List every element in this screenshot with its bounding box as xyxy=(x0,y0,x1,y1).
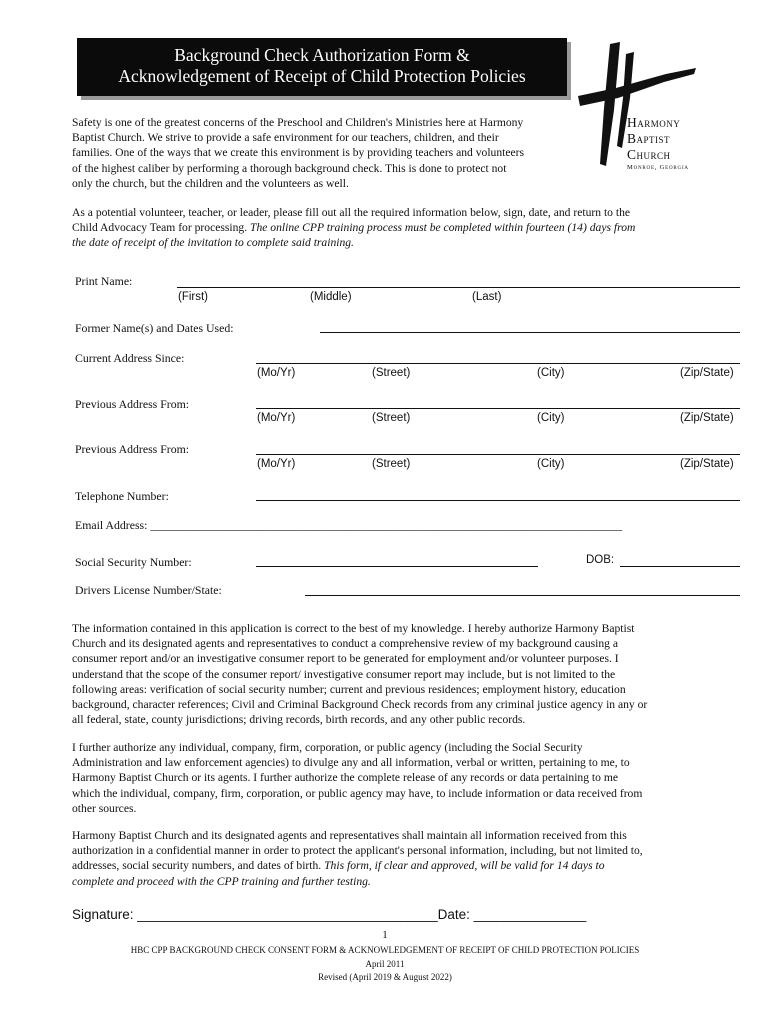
print-name-label: Print Name: xyxy=(75,274,133,288)
church-name-logo: Harmony Baptist Church xyxy=(627,115,681,162)
ssn-label: Social Security Number: xyxy=(75,555,192,569)
print-name-field[interactable] xyxy=(177,287,740,288)
email-field[interactable]: Email Address: ________________________________________________________________________________ xyxy=(75,518,623,532)
zip-state-hint: (Zip/State) xyxy=(680,458,734,470)
current-address-label: Current Address Since: xyxy=(75,351,185,365)
zip-state-hint: (Zip/State) xyxy=(680,367,734,379)
mo-yr-hint: (Mo/Yr) xyxy=(257,367,296,379)
former-names-label: Former Name(s) and Dates Used: xyxy=(75,321,234,335)
authorization-paragraph: The information contained in this application is correct to the best of my knowledge. I hereby authorize Harmony Baptist Church and its designated agents and representatives to conduct a comprehensive review of my background causing a consumer report and/or an investigative consumer report to be generated for employment and/or volunteer purposes. I understand that the scope of the consumer report/ investigative consumer report may include, but is not limited to the following areas: verification of social security number; current and previous residences; employment history, education background, character references; Civil and Criminal Background Check records from any criminal justice agency in any or all federal, state, county jurisdictions; driving records, birth records, and any other public records. xyxy=(72,622,648,727)
dob-label: DOB: xyxy=(586,554,615,566)
city-hint: (City) xyxy=(537,412,565,424)
release-paragraph: I further authorize any individual, company, firm, corporation, or public agency (including the Social Security Administration and law enforcement agencies) to divulge any and all information, verbal or written, pertaining to me, to Harmony Baptist Church or its agents. I further authorize the complete release of any records or data pertaining to me which the individual, company, firm, corporation, or public agency may have, to include information or data received from other sources. xyxy=(72,741,643,815)
dob-field[interactable] xyxy=(620,566,740,567)
previous-address-label: Previous Address From: xyxy=(75,442,190,456)
last-name-hint: (Last) xyxy=(472,291,502,303)
previous-address-field[interactable] xyxy=(256,454,740,455)
drivers-license-field[interactable] xyxy=(305,595,740,596)
form-title-banner xyxy=(77,38,567,96)
current-address-field[interactable] xyxy=(256,363,740,364)
drivers-license-label: Drivers License Number/State: xyxy=(75,583,222,597)
first-name-hint: (First) xyxy=(178,291,209,303)
former-names-field[interactable] xyxy=(320,332,740,333)
street-hint: (Street) xyxy=(372,412,411,424)
previous-address-field[interactable] xyxy=(256,408,740,409)
city-hint: (City) xyxy=(537,367,565,379)
church-location: Monroe, Georgia xyxy=(627,164,689,171)
ssn-field[interactable] xyxy=(256,566,538,567)
confidentiality-paragraph: Harmony Baptist Church and its designated agents and representatives shall maintain all information received from this authorization in a confidential manner in order to protect the applicant's personal information, including, but not limited to, addresses, social security numbers, and dates of birth. This form, if clear and approved, will be valid for 14 days to complete and proceed with the CPP training and further testing. xyxy=(72,829,643,888)
telephone-label: Telephone Number: xyxy=(75,489,169,503)
signature-date-line[interactable]: Signature: ________________________________________Date: _______________ xyxy=(72,907,587,922)
page-number: 1 xyxy=(382,929,388,941)
instructions-paragraph: As a potential volunteer, teacher, or leader, please fill out all the required information below, sign, date, and return to the Child Advocacy Team for processing. The online CPP training process must be completed within fourteen (14) days from the date of receipt of the invitation to complete said training. xyxy=(72,206,636,250)
street-hint: (Street) xyxy=(372,367,411,379)
city-hint: (City) xyxy=(537,458,565,470)
middle-name-hint: (Middle) xyxy=(310,291,352,303)
form-title-line1: Background Check Authorization Form & xyxy=(174,45,470,65)
mo-yr-hint: (Mo/Yr) xyxy=(257,458,296,470)
previous-address-label: Previous Address From: xyxy=(75,397,190,411)
zip-state-hint: (Zip/State) xyxy=(680,412,734,424)
street-hint: (Street) xyxy=(372,458,411,470)
intro-paragraph: Safety is one of the greatest concerns of the Preschool and Children's Ministries here at Harmony Baptist Church. We strive to provide a safe environment for our teachers, children, and their families. One of the ways that we create this environment is by providing teachers and volunteers of the highest caliber by performing a thorough background check. This is done to protect not only the church, but the children and the volunteers as well. xyxy=(72,116,525,190)
form-title-line2: Acknowledgement of Receipt of Child Protection Policies xyxy=(118,66,526,86)
footer: HBC CPP BACKGROUND CHECK CONSENT FORM & ACKNOWLEDGEMENT OF RECEIPT OF CHILD PROTECTION POLICIES April 2011 Revised (April 2019 & August 2022) xyxy=(130,945,640,982)
mo-yr-hint: (Mo/Yr) xyxy=(257,412,296,424)
telephone-field[interactable] xyxy=(256,500,740,501)
